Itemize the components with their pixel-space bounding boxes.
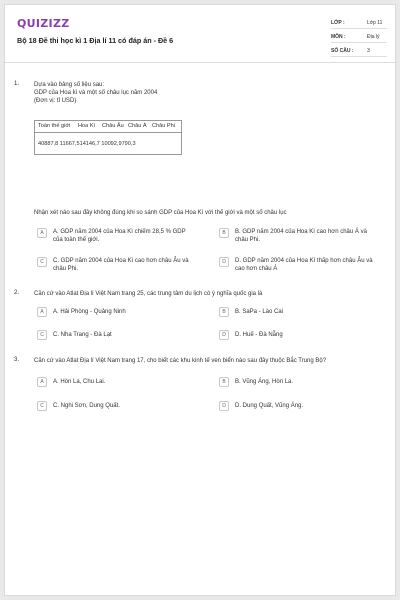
option-letter-badge: C [37,257,47,267]
option-d[interactable] [219,257,389,273]
option-b[interactable] [219,377,389,393]
option-text: A. GDP năm 2004 của Hoa Kì chiếm 28,5 % GDP [53,229,186,235]
option-c[interactable] [37,330,207,346]
quizizz-logo[interactable]: QUIZIZZ [17,17,70,30]
document-title: Bộ 18 Đề thi học kì 1 Địa lí 11 có đáp án - Đề 6 [17,36,174,45]
option-text: C. GDP năm 2004 của Hoa Kì cao hơn châu Âu và [53,258,189,264]
option-d[interactable] [219,401,389,417]
meta-class-label: LỚP : [331,20,345,26]
option-letter-badge: D [219,257,229,267]
option-a[interactable] [37,377,207,393]
option-a[interactable] [37,307,207,323]
meta-subject-value: Địa lý [367,34,380,40]
option-text-cont: của toàn thế giới. [53,237,100,243]
meta-divider [331,28,387,29]
option-letter-badge: C [37,401,47,411]
option-text-cont: châu Phi. [235,237,261,243]
option-text-cont: châu Phi. [53,266,79,272]
option-text: C. Nha Trang - Đà Lạt [53,332,112,338]
question-1-unit: (Đơn vị: tỉ USD) [34,98,77,104]
option-letter-badge: C [37,330,47,340]
meta-divider [331,42,387,43]
option-letter-badge: A [37,377,47,387]
option-text: A. Hòn La, Chu Lai. [53,379,106,385]
meta-class-value: Lớp 11 [367,20,383,26]
meta-divider [331,56,387,57]
question-2-number: 2. [14,290,20,296]
question-1-number: 1. [14,81,20,87]
option-text: D. GDP năm 2004 của Hoa Kì thấp hơn châu Âu và [235,258,373,264]
option-letter-badge: D [219,330,229,340]
option-letter-badge: D [219,401,229,411]
table-header-cell: Hoa Kì [78,123,96,129]
option-text: D. Dung Quất, Vũng Áng. [235,403,304,409]
option-text: C. Nghi Sơn, Dung Quất. [53,403,120,409]
question-1-intro: Dựa vào bảng số liệu sau: [34,82,105,88]
worksheet-header [5,5,397,63]
meta-count-value: 3 [367,48,370,54]
gdp-table [34,120,182,155]
option-a[interactable] [37,228,207,244]
option-text: B. SaPa - Lào Cai [235,309,284,315]
table-header-cell: Châu Phi [152,123,176,129]
option-b[interactable] [219,228,389,244]
question-1-stem: Nhận xét nào sau đây không đúng khi so sánh GDP của Hoa Kì với thế giới và một số châu lục [34,210,287,216]
option-text: B. Vũng Áng, Hòn La. [235,379,294,385]
meta-class [331,18,387,29]
option-d[interactable] [219,330,389,346]
meta-count-label: SỐ CÂU : [331,48,354,54]
worksheet-page [4,4,396,596]
option-letter-badge: B [219,377,229,387]
option-letter-badge: B [219,307,229,317]
meta-subject-label: MÔN : [331,34,346,40]
meta-subject [331,32,387,43]
question-3-stem: Căn cứ vào Atlat Địa lí Việt Nam trang 17, cho biết các khu kinh tế ven biển nào sau đây thuộc Bắc Trung Bộ? [34,358,327,364]
option-letter-badge: B [219,228,229,238]
table-divider [35,132,181,133]
table-header-cell: Toàn thế giới [38,123,71,129]
table-header-cell: Châu Âu [102,123,124,129]
option-letter-badge: A [37,228,47,238]
table-data-row: 40887,8 11667,514146,7 10092,9790,3 [38,141,136,147]
meta-count [331,46,387,57]
option-b[interactable] [219,307,389,323]
option-text-cont: cao hơn châu Á [235,266,278,272]
table-header-cell: Châu Á [128,123,147,129]
question-1-caption: GDP của Hoa kì và một số châu lục năm 2004 [34,90,158,96]
option-text: B. GDP năm 2004 của Hoa Kì cao hơn châu Á và [235,229,367,235]
option-c[interactable] [37,401,207,417]
option-c[interactable] [37,257,207,273]
option-text: D. Huế - Đà Nẵng [235,332,283,338]
question-3-number: 3. [14,357,20,363]
question-2-stem: Căn cứ vào Atlat Địa lí Việt Nam trang 25, các trung tâm du lịch có ý nghĩa quốc gia là [34,291,263,297]
option-text: A. Hải Phòng - Quảng Ninh [53,309,126,315]
option-letter-badge: A [37,307,47,317]
